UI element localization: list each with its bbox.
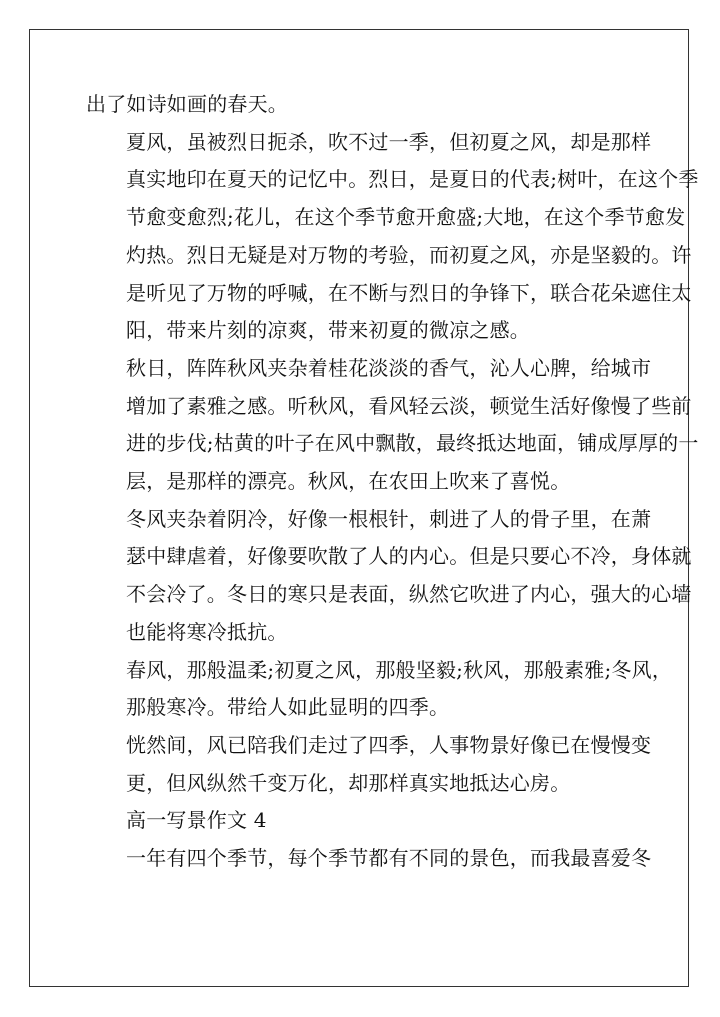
- text-line: 冬风夹杂着阴冷，好像一根根针，刺进了人的骨子里，在萧: [126, 506, 652, 531]
- text-line: 是听见了万物的呼喊，在不断与烈日的争锋下，联合花朵遮住太: [126, 280, 692, 305]
- text-line: 瑟中肆虐着，好像要吹散了人的内心。但是只要心不冷，身体就: [126, 544, 692, 569]
- text-line: 恍然间，风已陪我们走过了四季，人事物景好像已在慢慢变: [126, 732, 652, 757]
- text-line: 一年有四个季节，每个季节都有不同的景色，而我最喜爱冬: [126, 846, 652, 871]
- paragraph: [86, 350, 699, 501]
- paragraph: [86, 501, 692, 652]
- text-line: 出了如诗如画的春天。: [86, 92, 288, 116]
- text-line: 阳，带来片刻的凉爽，带来初夏的微凉之感。: [126, 318, 530, 343]
- paragraph: [86, 652, 673, 727]
- text-line: 那般寒冷。带给人如此显明的四季。: [126, 695, 450, 720]
- text-line: 进的步伐;枯黄的叶子在风中飘散，最终抵达地面，铺成厚厚的一: [126, 431, 699, 456]
- text-line: 层，是那样的漂亮。秋风，在农田上吹来了喜悦。: [126, 469, 571, 494]
- text-line: 灼热。烈日无疑是对万物的考验，而初夏之风，亦是坚毅的。许: [126, 242, 692, 267]
- paragraph: [86, 727, 652, 802]
- text-line: 更，但风纵然千变万化，却那样真实地抵达心房。: [126, 770, 571, 795]
- text-line: 高一写景作文 4: [126, 808, 267, 833]
- text-line: 节愈变愈烈;花儿，在这个季节愈开愈盛;大地，在这个季节愈发: [126, 205, 686, 230]
- text-line: 不会冷了。冬日的寒只是表面，纵然它吹进了内心，强大的心墙: [126, 582, 692, 607]
- paragraph: [86, 840, 652, 878]
- text-line: 秋日，阵阵秋风夹杂着桂花淡淡的香气，沁人心脾，给城市: [126, 355, 652, 380]
- paragraph: [86, 802, 642, 840]
- paragraph: [86, 86, 642, 124]
- text-line: 也能将寒冷抵抗。: [126, 619, 288, 644]
- text-line: 春风，那般温柔;初夏之风，那般坚毅;秋风，那般素雅;冬风，: [126, 657, 673, 682]
- text-line: 真实地印在夏天的记忆中。烈日，是夏日的代表;树叶，在这个季: [126, 167, 699, 192]
- document-body: [86, 86, 699, 878]
- text-line: 夏风，虽被烈日扼杀，吹不过一季，但初夏之风，却是那样: [126, 129, 652, 154]
- paragraph: [86, 124, 699, 350]
- text-line: 增加了素雅之感。听秋风，看风轻云淡，顿觉生活好像慢了些前: [126, 393, 692, 418]
